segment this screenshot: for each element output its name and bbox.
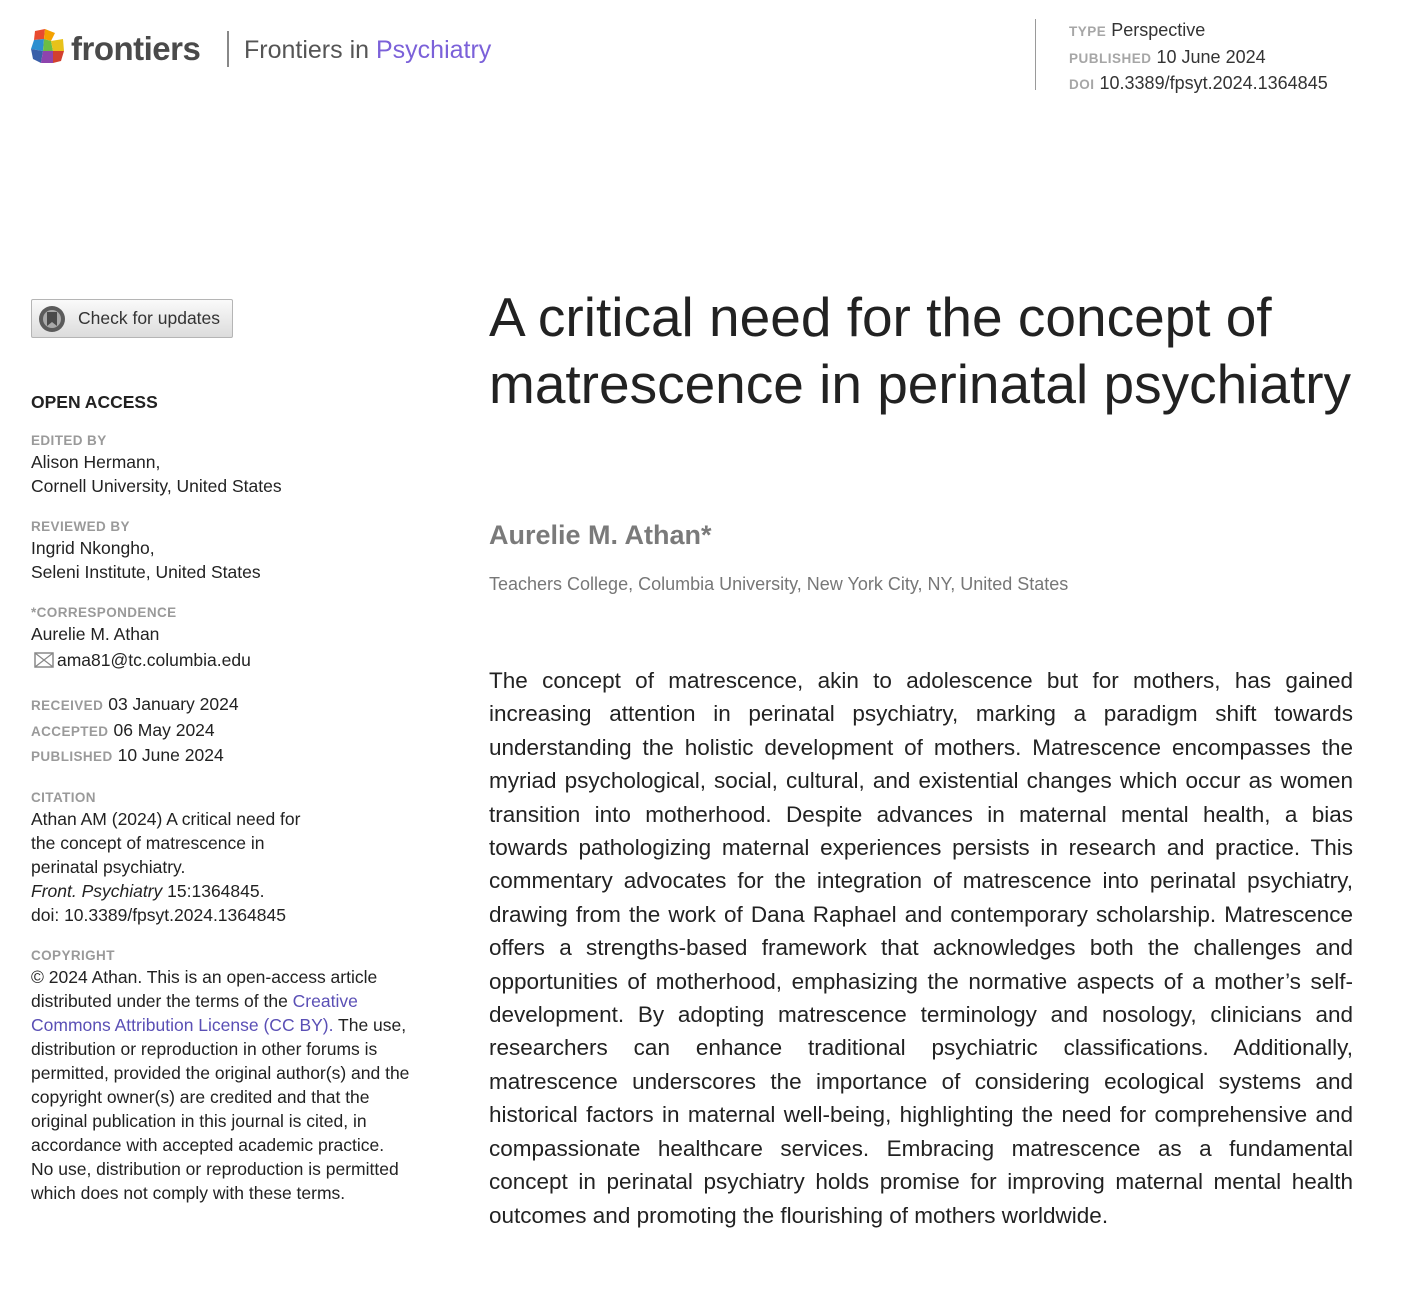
citation-line-3: perinatal psychiatry. — [31, 856, 186, 877]
citation-label: CITATION — [31, 789, 96, 805]
frontiers-logo-icon — [31, 29, 65, 67]
meta-divider — [1035, 19, 1036, 90]
citation-line-2: the concept of matrescence in — [31, 832, 265, 853]
published-row — [31, 743, 411, 769]
doi-label: DOI — [1069, 77, 1095, 92]
meta-doi — [1069, 71, 1328, 98]
article-meta — [1069, 18, 1328, 98]
doi-value[interactable]: 10.3389/fpsyt.2024.1364845 — [1099, 73, 1328, 93]
copyright-pre: © 2024 Athan. This is an open-access article distributed under the terms of the — [31, 966, 378, 1011]
author-affiliation: Teachers College, Columbia University, New York City, NY, United States — [489, 574, 1069, 594]
correspondence-label: *CORRESPONDENCE — [31, 605, 177, 620]
crossmark-icon — [38, 305, 66, 333]
header-divider — [227, 31, 229, 67]
sidebar-published-value: 10 June 2024 — [117, 745, 224, 765]
citation-line-1: Athan AM (2024) A critical need for — [31, 808, 301, 829]
dates-block — [31, 692, 411, 769]
sidebar — [31, 390, 411, 1225]
sidebar-published-label: PUBLISHED — [31, 749, 113, 764]
citation-volume: 15:1364845. — [162, 880, 265, 901]
reviewed-by-label: REVIEWED BY — [31, 519, 130, 534]
edited-by-label: EDITED BY — [31, 433, 107, 448]
open-access-heading: OPEN ACCESS — [31, 392, 158, 412]
meta-type — [1069, 18, 1328, 45]
correspondence-block — [31, 604, 411, 672]
published-label: PUBLISHED — [1069, 50, 1152, 66]
published-value: 10 June 2024 — [1156, 46, 1266, 67]
correspondence-name: Aurelie M. Athan — [31, 624, 160, 644]
type-label: TYPE — [1069, 24, 1107, 39]
reviewer-name: Ingrid Nkongho, — [31, 538, 155, 558]
reviewer-affiliation: Seleni Institute, United States — [31, 562, 261, 582]
copyright-post: The use, distribution or reproduction in other forums is permitted, provided the original author(s) and the copyright owner(s) are credited and that the original publication in this journal is cited, in accordance with accepted academic practice. No use, distribution or reproduction is permitted which does not comply with these terms. — [31, 1014, 410, 1203]
edited-by-block — [31, 432, 411, 498]
accepted-label: ACCEPTED — [31, 723, 109, 739]
received-row — [31, 692, 411, 718]
correspondence-email-row[interactable] — [31, 648, 411, 672]
citation-journal: Front. Psychiatry — [31, 880, 163, 901]
received-value: 03 January 2024 — [108, 694, 239, 714]
envelope-icon — [34, 652, 54, 668]
citation-journal-line — [31, 879, 411, 903]
brand-name: frontiers — [71, 29, 201, 67]
check-for-updates-button[interactable] — [31, 299, 233, 338]
cc-license-link[interactable]: Creative Commons Attribution License (CC BY). — [31, 990, 358, 1035]
journal-title: Psychiatry — [376, 36, 492, 64]
frontiers-logo[interactable] — [31, 29, 200, 67]
journal-prefix: Frontiers in — [244, 36, 370, 64]
copyright-label: COPYRIGHT — [31, 947, 115, 963]
accepted-value: 06 May 2024 — [113, 719, 215, 740]
article-abstract: The concept of matrescence, akin to adolescence but for mothers, has gained increasing attention in perinatal psychiatry, marking a paradigm shift towards understanding the holistic development of mothers. Matrescence encompasses the myriad psychological, social, cultural, and existential changes which occur as women transition into motherhood. Despite advances in maternal mental health, a bias towards pathologizing maternal experiences persists in research and practice. This commentary advocates for the integration of matrescence into perinatal psychiatry, drawing from the work of Dana Raphael and contemporary scholarship. Matrescence offers a strengths-based framework that acknowledges both the challenges and opportunities of motherhood, emphasizing the normative aspects of a mother’s self-development. By adopting matrescence terminology and nosology, clinicians and researchers can enhance traditional psychiatric classifications. Additionally, matrescence underscores the importance of considering ecological systems and historical factors in maternal well-being, highlighting the need for comprehensive and compassionate healthcare services. Embracing matrescence as a fundamental concept in perinatal psychiatry holds promise for improving maternal mental health outcomes and promoting the flourishing of mothers worldwide. — [489, 668, 1353, 1228]
article-title: A critical need for the concept of matrescence in perinatal psychiatry — [489, 286, 1352, 415]
copyright-text — [31, 965, 411, 1205]
editor-affiliation: Cornell University, United States — [31, 476, 282, 496]
check-for-updates-label: Check for updates — [78, 308, 221, 328]
copyright-block — [31, 947, 411, 1205]
type-value: Perspective — [1111, 20, 1206, 40]
editor-name: Alison Hermann, — [31, 452, 161, 472]
received-label: RECEIVED — [31, 698, 104, 713]
correspondence-email[interactable]: ama81@tc.columbia.edu — [57, 650, 251, 670]
citation-block — [31, 789, 411, 927]
reviewed-by-block — [31, 518, 411, 584]
accepted-row — [31, 718, 411, 744]
citation-doi[interactable]: doi: 10.3389/fpsyt.2024.1364845 — [31, 904, 286, 925]
meta-published — [1069, 45, 1328, 72]
article-author[interactable]: Aurelie M. Athan* — [489, 520, 712, 550]
journal-name[interactable] — [244, 38, 491, 63]
